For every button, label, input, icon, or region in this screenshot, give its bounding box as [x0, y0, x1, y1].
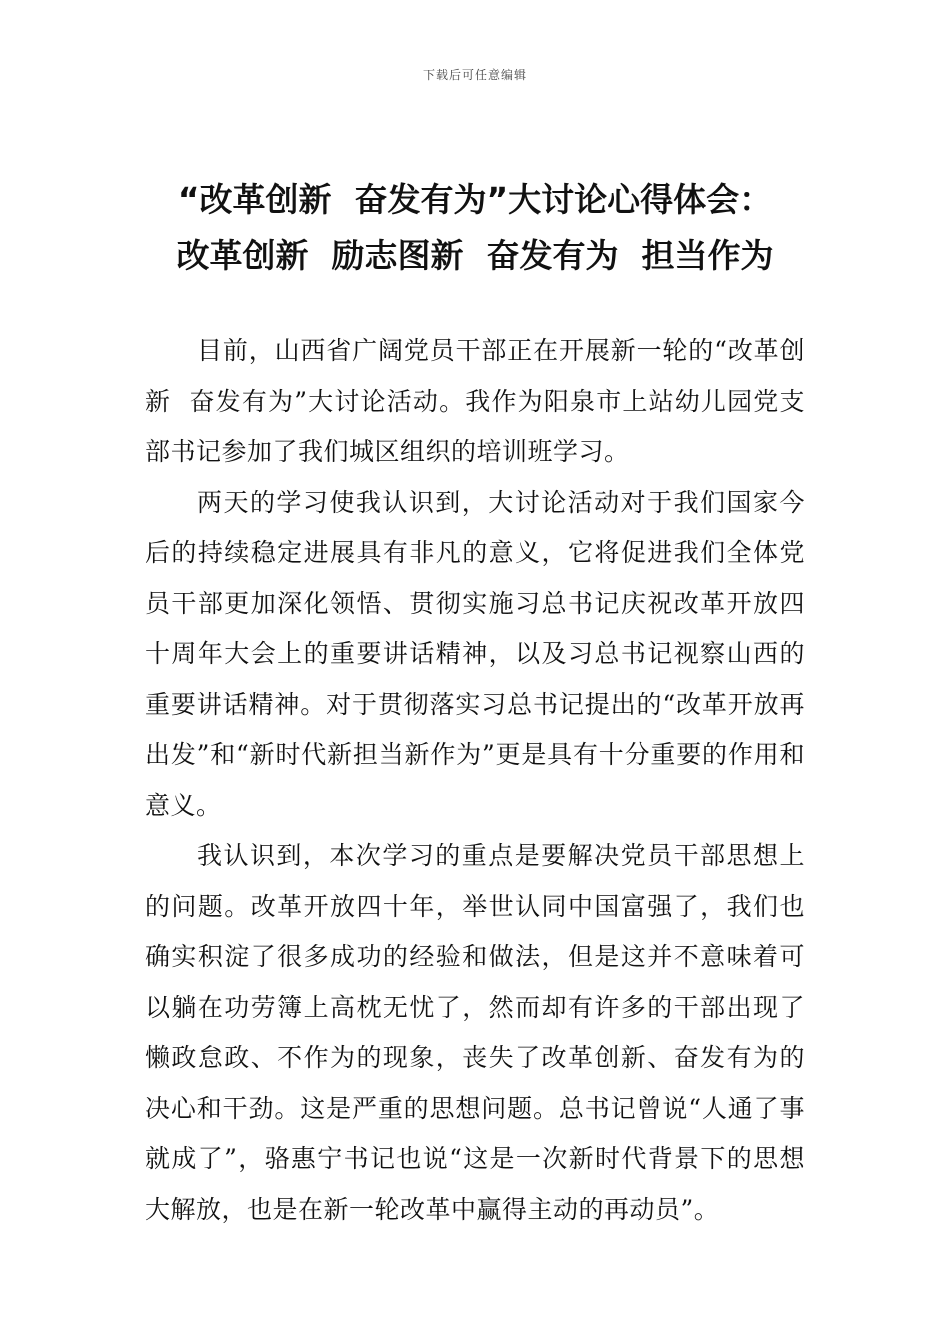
paragraph-1: 目前，山西省广阔党员干部正在开展新一轮的“改革创新 奋发有为”大讨论活动。我作为阳泉市上站幼儿园党支部书记参加了我们城区组织的培训班学习。	[145, 336, 805, 466]
document-body	[145, 326, 805, 1235]
paragraph-3: 我认识到，本次学习的重点是要解决党员干部思想上的问题。改革开放四十年，举世认同中国富强了，我们也确实积淀了很多成功的经验和做法，但是这并不意味着可以躺在功劳簿上高枕无忧了，然而却有许多的干部出现了懒政怠政、不作为的现象，丧失了改革创新、奋发有为的决心和干劲。这是严重的思想问题。总书记曾说“人通了事就成了”，骆惠宁书记也说“这是一次新时代背景下的思想大解放，也是在新一轮改革中赢得主动的再动员”。	[145, 841, 805, 1224]
paragraph-2: 两天的学习使我认识到，大讨论活动对于我们国家今后的持续稳定进展具有非凡的意义，它将促进我们全体党员干部更加深化领悟、贯彻实施习总书记庆祝改革开放四十周年大会上的重要讲话精神，以及习总书记视察山西的重要讲话精神。对于贯彻落实习总书记提出的“改革开放再出发”和“新时代新担当新作为”更是具有十分重要的作用和意义。	[145, 487, 805, 820]
title-line-2: 改革创新 励志图新 奋发有为 担当作为	[176, 236, 774, 275]
title-line-1: “改革创新 奋发有为”大讨论心得体会：	[177, 180, 773, 219]
header-note: 下载后可任意编辑	[422, 68, 527, 82]
document-title	[100, 172, 850, 284]
